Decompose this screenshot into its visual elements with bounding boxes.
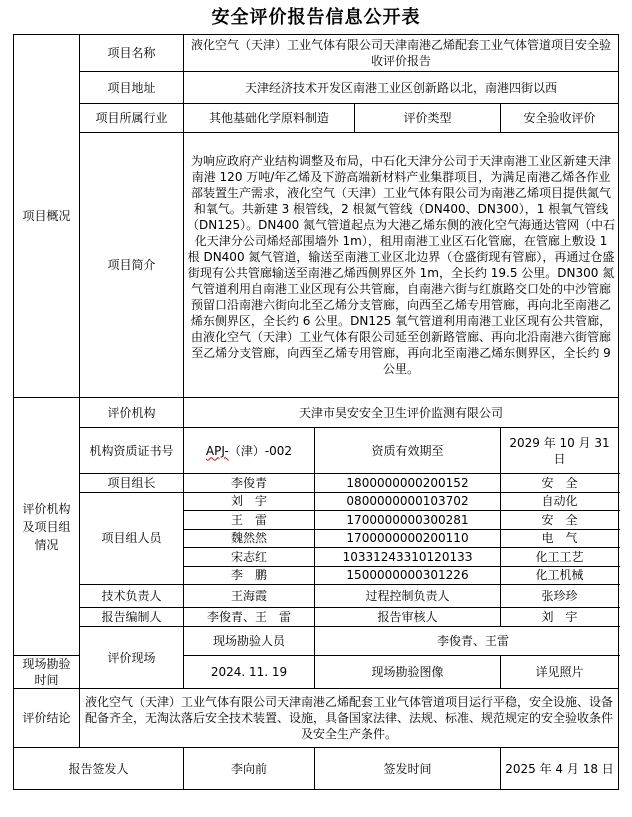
members-label: 项目组人员	[80, 492, 184, 585]
industry-value: 其他基础化学原料制造	[184, 104, 355, 133]
site-staff-label: 现场勘验人员	[184, 627, 315, 656]
member-row	[14, 492, 619, 511]
leader-cert: 1800000000200152	[315, 474, 501, 493]
eval-type-label: 评价类型	[355, 104, 501, 133]
member-specialty: 化工机械	[501, 566, 619, 585]
issuer-label: 报告签发人	[14, 748, 184, 790]
leader-name: 李俊青	[184, 474, 315, 493]
cert-prefix: APJ-	[205, 443, 229, 458]
eval-type-value: 安全验收评价	[501, 104, 619, 133]
site-section-label: 评价现场	[80, 627, 184, 689]
member-name: 宋志红	[184, 548, 315, 567]
project-address-label: 项目地址	[80, 72, 184, 104]
cert-suffix: （津）-002	[228, 443, 293, 458]
org-value: 天津市昊安安全卫生评价监测有限公司	[184, 398, 619, 428]
member-name: 王 雷	[184, 511, 315, 530]
member-cert: 0800000000103702	[315, 492, 501, 511]
project-address-row	[14, 72, 619, 104]
member-specialty: 化工工艺	[501, 548, 619, 567]
site-time-value: 2024. 11. 19	[184, 656, 315, 689]
cert-row	[14, 428, 619, 474]
leader-label: 项目组长	[80, 474, 184, 493]
member-cert: 1500000000301226	[315, 566, 501, 585]
member-cert: 1033124331012013З	[315, 548, 501, 567]
member-specialty: 自动化	[501, 492, 619, 511]
member-specialty: 安 全	[501, 511, 619, 530]
tech-lead-row	[14, 585, 619, 608]
tech-lead-value: 王海霞	[184, 585, 315, 608]
conclusion-text: 液化空气（天津）工业气体有限公司天津南港乙烯配套工业气体管道项目运行平稳，安全设施、设备配备齐全，无淘汰落后安全技术装置、设施，具备国家法律、法规、标准、规范规定的安全验收条件及安全生产条件。	[80, 689, 619, 748]
reviewer-value: 刘 宇	[501, 608, 619, 627]
industry-row	[14, 104, 619, 133]
industry-label: 项目所属行业	[80, 104, 184, 133]
page-title: 安全评价报告信息公开表	[211, 7, 421, 28]
process-lead-label: 过程控制负责人	[315, 585, 501, 608]
member-cert: 1700000000200110	[315, 529, 501, 548]
member-name: 李 鹏	[184, 566, 315, 585]
site-image-value: 详见照片	[501, 656, 619, 689]
overview-section-label: 项目概况	[14, 35, 80, 398]
agency-section-label: 评价机构及项目组情况	[14, 398, 80, 656]
project-name-value: 液化空气（天津）工业气体有限公司天津南港乙烯配套工业气体管道项目安全验收评价报告	[184, 35, 619, 72]
signoff-row	[14, 748, 619, 790]
issuer-value: 李向前	[184, 748, 315, 790]
project-address-value: 天津经济技术开发区南港工业区创新路以北，南港四街以西	[184, 72, 619, 104]
member-specialty: 电 气	[501, 529, 619, 548]
intro-text: 为响应政府产业结构调整及布局，中石化天津分公司于天津南港工业区新建天津南港 120 万吨/年乙烯及下游高端新材料产业集群项目，为满足南港乙烯各作业部装置生产需求，液化空气（天津）工业气体有限公司为南港乙烯项目提供氮气和氧气。共新建 3 根管线，2 根氮气管线（DN400、DN300），1 根氧气管线（DN125）。DN400 氮气管道起点为大港乙烯东侧的液化空气海通达管网（中石化天津分公司烯烃部围墙外 1m），租用南港工业区石化管廊，在管廊上敷设 1 根 DN400 氮气管道，输送至南港工业区北边界（仓盛街现有管廊），再通过仓盛街现有公共管廊输送至南港乙烯西侧界区外 1m，全长约 19.5 公里。DN300 氮气管道利用自南港工业区现有公共管廊，自南港六街与红旗路交口处的中沙管廊预留口沿南港六街向北至乙烯分支管廊，向西至乙烯专用管廊，再向北至南港乙烯东侧界区，全长约 6 公里。DN125 氧气管道利用南港工业区现有公共管廊，由液化空气（天津）工业气体有限公司延至创新路管廊、再向北沿南港六街管廊至乙烯分支管廊，向西至乙烯专用管廊，再向北至南港乙烯东侧界区，全长约 9 公里。	[184, 133, 619, 398]
tech-lead-label: 技术负责人	[80, 585, 184, 608]
compiler-label: 报告编制人	[80, 608, 184, 627]
leader-row	[14, 474, 619, 493]
member-name: 魏然然	[184, 529, 315, 548]
conclusion-row	[14, 689, 619, 748]
cert-label: 机构资质证书号	[80, 428, 184, 474]
site-image-label: 现场勘验图像	[315, 656, 501, 689]
member-name: 刘 宇	[184, 492, 315, 511]
validity-value: 2029 年 10 月 31 日	[501, 428, 619, 474]
site-staff-row	[14, 627, 619, 656]
project-name-label: 项目名称	[80, 35, 184, 72]
member-cert: 1700000000300281	[315, 511, 501, 530]
org-label: 评价机构	[80, 398, 184, 428]
compiler-row	[14, 608, 619, 627]
disclosure-table	[13, 34, 619, 790]
compiler-value: 李俊青、王 雷	[184, 608, 315, 627]
org-row	[14, 398, 619, 428]
validity-label: 资质有效期至	[315, 428, 501, 474]
intro-label: 项目简介	[80, 133, 184, 398]
site-time-label: 现场勘验时间	[14, 656, 80, 689]
cert-value	[184, 428, 315, 474]
issue-date-label: 签发时间	[315, 748, 501, 790]
project-name-row	[14, 35, 619, 72]
issue-date-value: 2025 年 4 月 18 日	[501, 748, 619, 790]
process-lead-value: 张珍珍	[501, 585, 619, 608]
leader-specialty: 安 全	[501, 474, 619, 493]
conclusion-label: 评价结论	[14, 689, 80, 748]
intro-row	[14, 133, 619, 398]
site-staff-value: 李俊青、王雷	[315, 627, 619, 656]
reviewer-label: 报告审核人	[315, 608, 501, 627]
